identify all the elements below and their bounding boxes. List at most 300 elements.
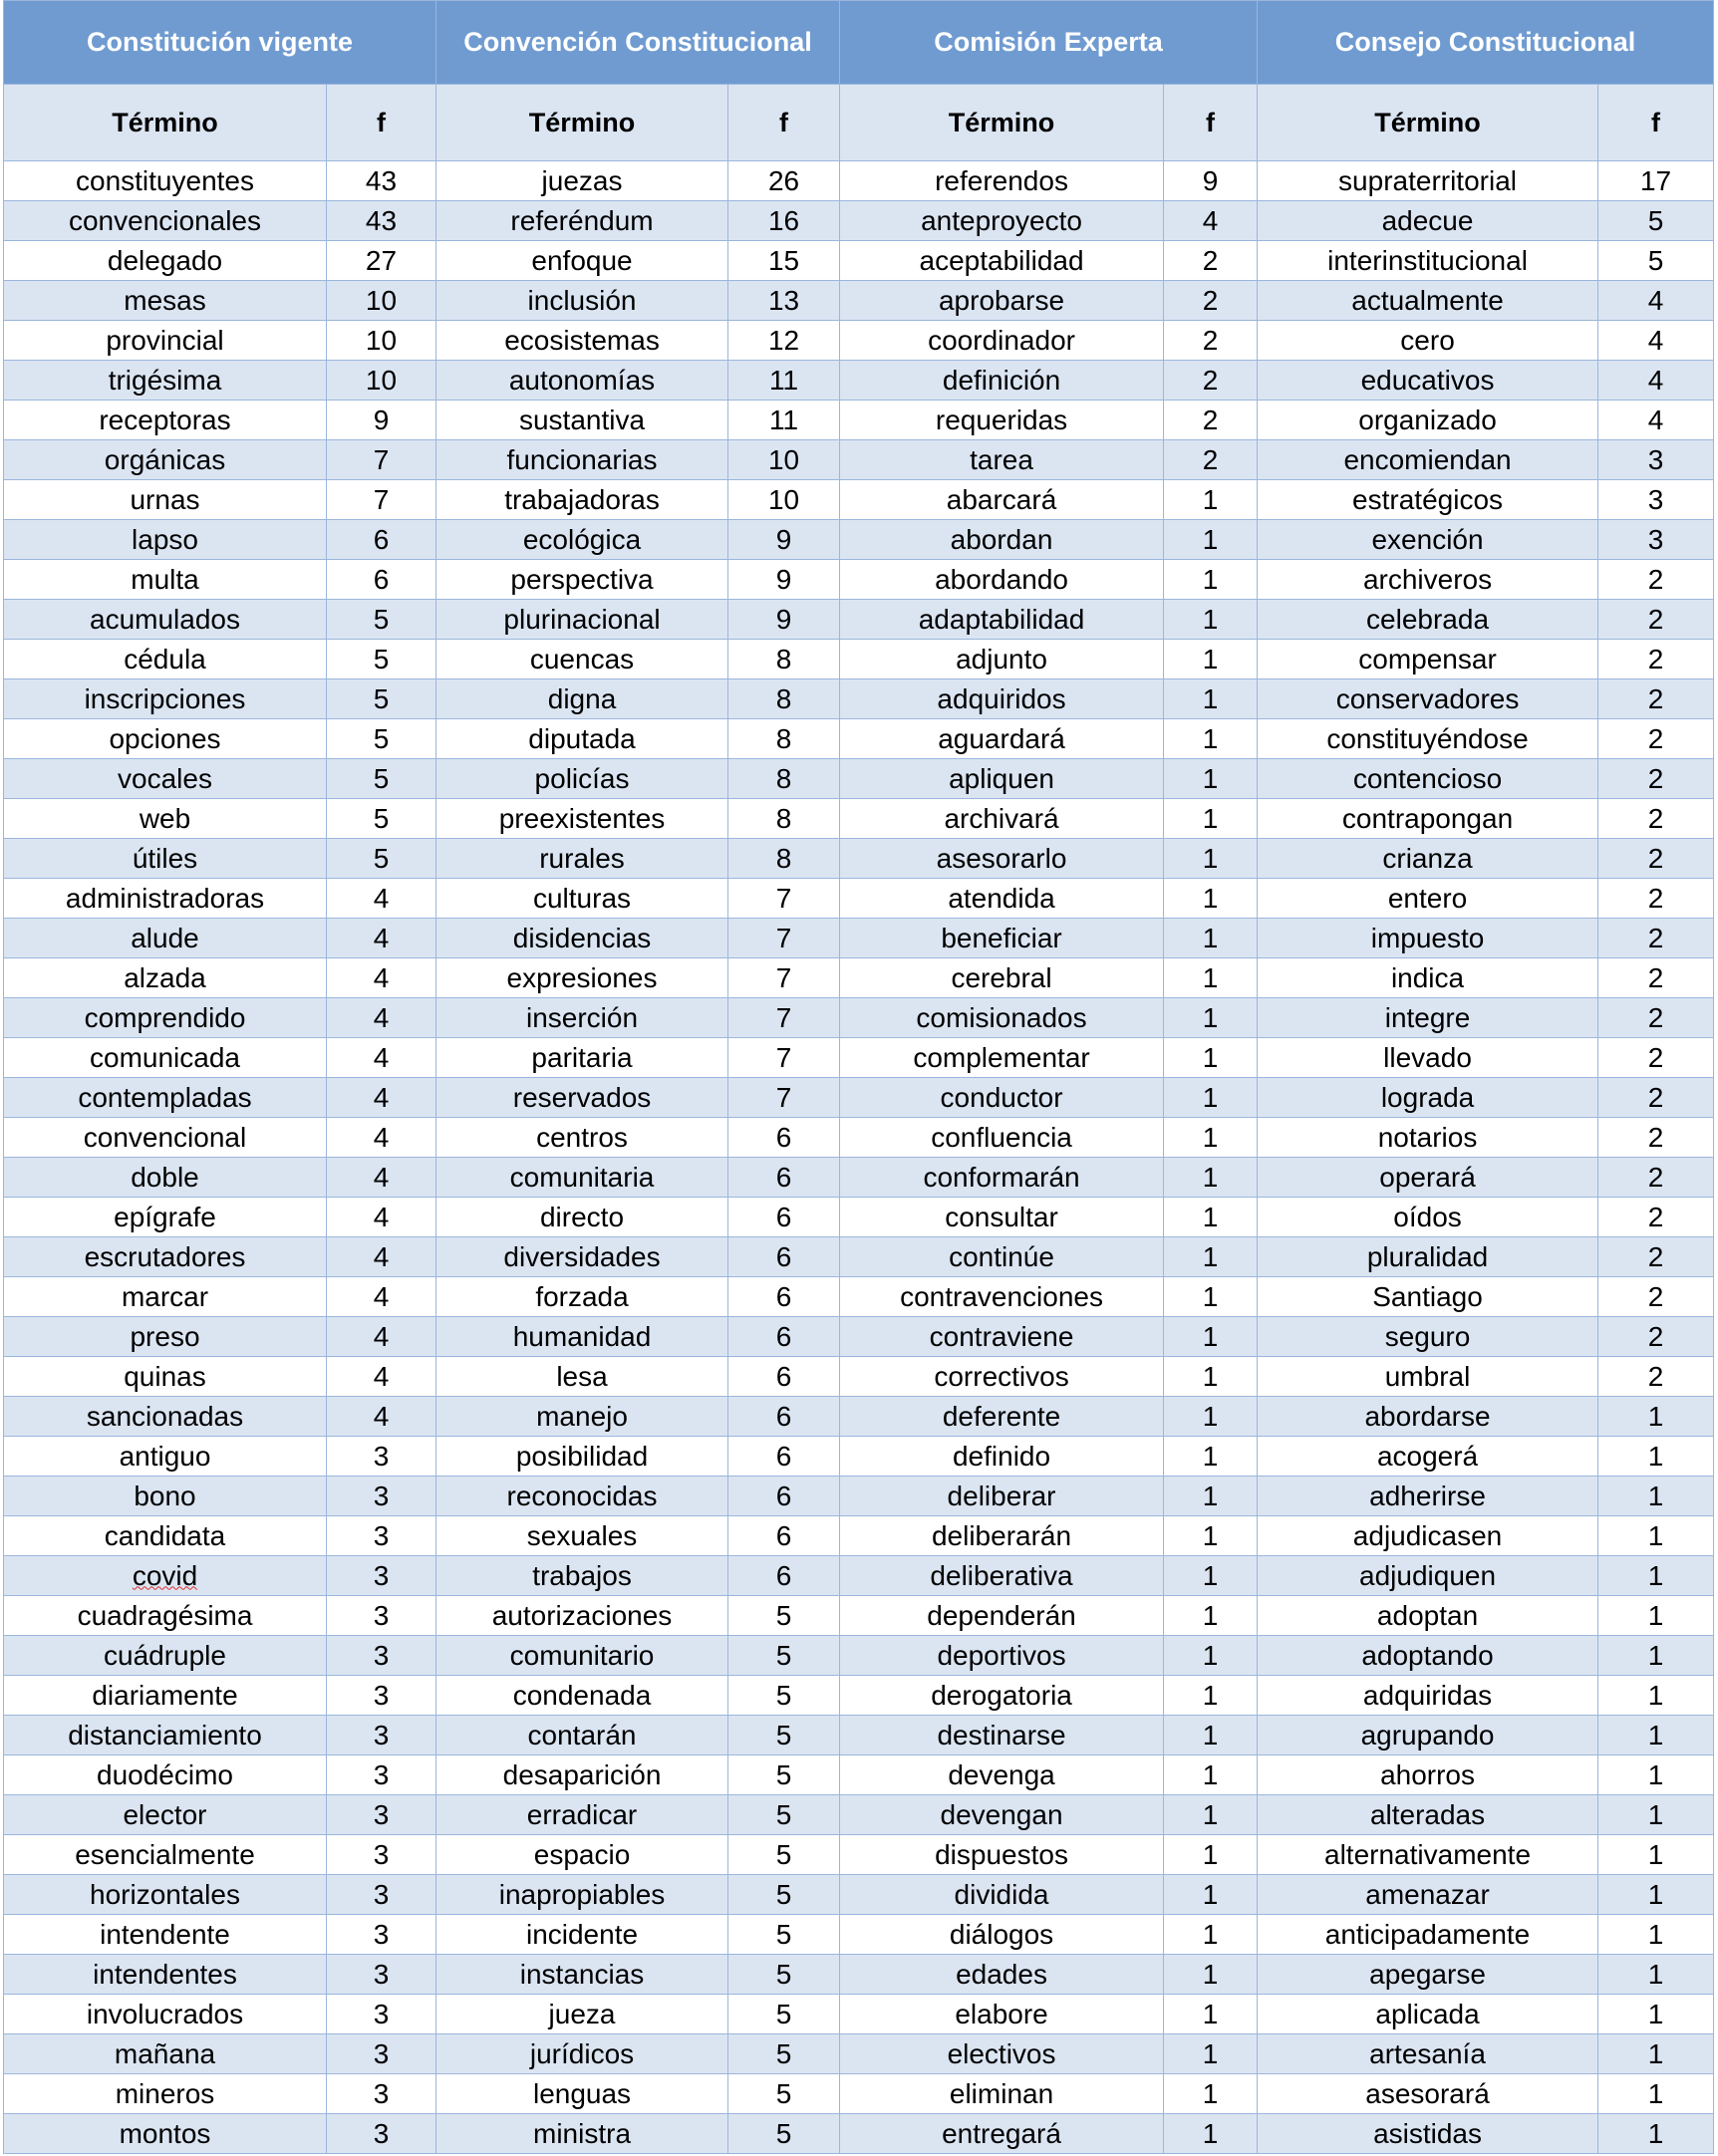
freq-cell: 5 [327,799,436,839]
freq-cell: 1 [1598,1755,1714,1795]
freq-cell: 1 [1598,1516,1714,1556]
term-cell: llevado [1258,1038,1598,1078]
term-cell: abordarse [1258,1397,1598,1437]
freq-cell: 4 [1598,401,1714,440]
term-cell: humanidad [436,1317,728,1357]
term-cell: escrutadores [4,1237,327,1277]
term-cell: conformarán [840,1158,1164,1198]
term-cell: covid [4,1556,327,1596]
term-cell: bono [4,1477,327,1516]
freq-cell: 3 [327,1875,436,1915]
table-row [4,958,1714,998]
term-cell: inscripciones [4,679,327,719]
freq-cell: 43 [327,161,436,201]
term-cell: abarcará [840,480,1164,520]
freq-cell: 1 [1164,1875,1258,1915]
term-cell: quinas [4,1357,327,1397]
freq-cell: 1 [1598,2114,1714,2154]
freq-cell: 1 [1598,1636,1714,1676]
term-cell: erradicar [436,1795,728,1835]
table-body [4,161,1714,2154]
term-cell: sexuales [436,1516,728,1556]
table-row [4,1716,1714,1755]
term-cell: instancias [436,1955,728,1995]
freq-cell: 5 [327,839,436,879]
freq-cell: 3 [327,1516,436,1556]
column-header-row [4,85,1714,161]
term-cell: conductor [840,1078,1164,1118]
term-cell: ministra [436,2114,728,2154]
freq-cell: 3 [327,1755,436,1795]
freq-cell: 2 [1598,719,1714,759]
freq-cell: 1 [1164,2074,1258,2114]
term-cell: epígrafe [4,1198,327,1237]
term-cell: ahorros [1258,1755,1598,1795]
term-cell: adaptabilidad [840,600,1164,640]
term-cell: adherirse [1258,1477,1598,1516]
term-cell: compensar [1258,640,1598,679]
freq-cell: 2 [1164,440,1258,480]
term-cell: contarán [436,1716,728,1755]
term-cell: funcionarias [436,440,728,480]
term-cell: aprobarse [840,281,1164,321]
freq-cell: 4 [327,1277,436,1317]
term-cell: asistidas [1258,2114,1598,2154]
freq-cell: 3 [327,1995,436,2034]
freq-cell: 5 [1598,241,1714,281]
term-cell: seguro [1258,1317,1598,1357]
freq-cell: 5 [728,1795,840,1835]
freq-cell: 2 [1598,799,1714,839]
table-row [4,401,1714,440]
term-cell: abordan [840,520,1164,560]
freq-cell: 4 [327,919,436,958]
term-cell: devengan [840,1795,1164,1835]
freq-cell: 6 [728,1556,840,1596]
freq-cell: 1 [1598,1875,1714,1915]
freq-cell: 7 [728,1078,840,1118]
term-cell: mañana [4,2034,327,2074]
term-cell: contraviene [840,1317,1164,1357]
freq-cell: 10 [728,480,840,520]
term-cell: preexistentes [436,799,728,839]
freq-cell: 5 [327,759,436,799]
table-row [4,600,1714,640]
term-cell: duodécimo [4,1755,327,1795]
term-cell: contempladas [4,1078,327,1118]
freq-cell: 2 [1598,879,1714,919]
freq-cell: 6 [728,1118,840,1158]
table-row [4,1437,1714,1477]
term-cell: enfoque [436,241,728,281]
freq-cell: 1 [1164,1596,1258,1636]
freq-cell: 10 [728,440,840,480]
term-cell: comunitario [436,1636,728,1676]
term-cell: asesorará [1258,2074,1598,2114]
term-cell: trigésima [4,361,327,401]
term-cell: comisionados [840,998,1164,1038]
freq-cell: 17 [1598,161,1714,201]
freq-cell: 1 [1598,1955,1714,1995]
freq-cell: 2 [1598,1237,1714,1277]
freq-cell: 4 [327,998,436,1038]
freq-cell: 7 [728,998,840,1038]
term-cell: Santiago [1258,1277,1598,1317]
term-cell: acogerá [1258,1437,1598,1477]
freq-cell: 4 [327,1237,436,1277]
freq-cell: 1 [1598,1795,1714,1835]
table-row [4,361,1714,401]
freq-cell: 1 [1598,1437,1714,1477]
freq-cell: 8 [728,799,840,839]
table-row [4,2114,1714,2154]
freq-cell: 5 [728,1955,840,1995]
term-cell: administradoras [4,879,327,919]
term-cell: lograda [1258,1078,1598,1118]
term-cell: elector [4,1795,327,1835]
term-cell: culturas [436,879,728,919]
term-cell: elabore [840,1995,1164,2034]
table-row [4,1198,1714,1237]
term-cell: convencional [4,1118,327,1158]
freq-cell: 6 [728,1516,840,1556]
term-cell: condenada [436,1676,728,1716]
term-cell: preso [4,1317,327,1357]
freq-cell: 10 [327,361,436,401]
freq-cell: 3 [327,1716,436,1755]
table-row [4,241,1714,281]
freq-cell: 2 [1164,401,1258,440]
freq-cell: 6 [728,1437,840,1477]
freq-cell: 5 [728,1755,840,1795]
freq-cell: 1 [1164,2034,1258,2074]
term-cell: cuádruple [4,1636,327,1676]
term-cell: desaparición [436,1755,728,1795]
freq-cell: 1 [1598,1995,1714,2034]
freq-cell: 3 [327,1596,436,1636]
freq-cell: 1 [1164,1795,1258,1835]
term-cell: inclusión [436,281,728,321]
term-cell: autonomías [436,361,728,401]
freq-cell: 16 [728,201,840,241]
freq-cell: 7 [728,958,840,998]
table-row [4,1556,1714,1596]
term-cell: horizontales [4,1875,327,1915]
freq-cell: 1 [1164,480,1258,520]
freq-cell: 1 [1598,1835,1714,1875]
term-cell: multa [4,560,327,600]
table-row [4,1676,1714,1716]
term-cell: dividida [840,1875,1164,1915]
table-row [4,1477,1714,1516]
freq-cell: 7 [327,480,436,520]
term-cell: jurídicos [436,2034,728,2074]
table-row [4,520,1714,560]
freq-cell: 2 [1598,679,1714,719]
term-cell: educativos [1258,361,1598,401]
term-cell: constituyéndose [1258,719,1598,759]
term-cell: lesa [436,1357,728,1397]
term-cell: alternativamente [1258,1835,1598,1875]
freq-cell: 2 [1598,839,1714,879]
term-cell: ecológica [436,520,728,560]
freq-cell: 1 [1164,1915,1258,1955]
term-cell: exención [1258,520,1598,560]
term-cell: opciones [4,719,327,759]
term-cell: perspectiva [436,560,728,600]
term-cell: definición [840,361,1164,401]
column-header-term: Término [1258,85,1598,161]
table-row [4,1875,1714,1915]
column-header-freq: f [728,85,840,161]
term-cell: adjunto [840,640,1164,679]
table-row [4,1158,1714,1198]
freq-cell: 7 [327,440,436,480]
freq-cell: 4 [327,958,436,998]
term-cell: apliquen [840,759,1164,799]
term-cell: oídos [1258,1198,1598,1237]
term-cell: delegado [4,241,327,281]
term-cell: amenazar [1258,1875,1598,1915]
freq-cell: 4 [327,1357,436,1397]
freq-cell: 9 [728,600,840,640]
freq-cell: 5 [728,2034,840,2074]
freq-cell: 3 [1598,440,1714,480]
term-cell: correctivos [840,1357,1164,1397]
table-row [4,1038,1714,1078]
term-cell: diálogos [840,1915,1164,1955]
frequency-table [3,0,1714,2154]
freq-cell: 1 [1164,1038,1258,1078]
freq-cell: 1 [1598,1397,1714,1437]
table-row [4,1237,1714,1277]
term-cell: coordinador [840,321,1164,361]
term-cell: entregará [840,2114,1164,2154]
term-cell: diversidades [436,1237,728,1277]
freq-cell: 3 [327,2074,436,2114]
term-cell: organizado [1258,401,1598,440]
freq-cell: 5 [728,1636,840,1676]
term-cell: esencialmente [4,1835,327,1875]
term-cell: involucrados [4,1995,327,2034]
term-cell: aceptabilidad [840,241,1164,281]
term-cell: dependerán [840,1596,1164,1636]
freq-cell: 1 [1164,1397,1258,1437]
term-cell: incidente [436,1915,728,1955]
term-cell: conservadores [1258,679,1598,719]
term-cell: adquiridas [1258,1676,1598,1716]
table-row [4,1995,1714,2034]
table-row [4,1636,1714,1676]
freq-cell: 1 [1164,560,1258,600]
freq-cell: 5 [1598,201,1714,241]
term-cell: electivos [840,2034,1164,2074]
term-cell: alude [4,919,327,958]
freq-cell: 6 [728,1357,840,1397]
freq-cell: 3 [327,1556,436,1596]
freq-cell: 5 [327,600,436,640]
freq-cell: 4 [327,1038,436,1078]
term-cell: deferente [840,1397,1164,1437]
freq-cell: 15 [728,241,840,281]
freq-cell: 1 [1164,1755,1258,1795]
table-row [4,1078,1714,1118]
term-cell: manejo [436,1397,728,1437]
term-cell: deliberativa [840,1556,1164,1596]
table-row [4,1277,1714,1317]
term-cell: contravenciones [840,1277,1164,1317]
freq-cell: 1 [1164,1676,1258,1716]
freq-cell: 6 [728,1317,840,1357]
freq-cell: 8 [728,679,840,719]
table-row [4,2034,1714,2074]
term-cell: sancionadas [4,1397,327,1437]
term-cell: adjudicasen [1258,1516,1598,1556]
term-cell: derogatoria [840,1676,1164,1716]
term-cell: policías [436,759,728,799]
freq-cell: 7 [728,919,840,958]
freq-cell: 7 [728,1038,840,1078]
term-cell: jueza [436,1995,728,2034]
freq-cell: 2 [1598,1198,1714,1237]
freq-cell: 9 [1164,161,1258,201]
table-row [4,1596,1714,1636]
term-cell: continúe [840,1237,1164,1277]
term-cell: devenga [840,1755,1164,1795]
freq-cell: 1 [1164,1556,1258,1596]
term-cell: complementar [840,1038,1164,1078]
freq-cell: 1 [1164,1158,1258,1198]
freq-cell: 4 [1598,361,1714,401]
term-cell: diariamente [4,1676,327,1716]
term-cell: directo [436,1198,728,1237]
table-row [4,1317,1714,1357]
freq-cell: 11 [728,401,840,440]
term-cell: constituyentes [4,161,327,201]
term-cell: forzada [436,1277,728,1317]
freq-cell: 5 [728,1835,840,1875]
term-cell: cero [1258,321,1598,361]
freq-cell: 1 [1164,958,1258,998]
term-cell: comunitaria [436,1158,728,1198]
freq-cell: 1 [1164,998,1258,1038]
freq-cell: 5 [327,679,436,719]
freq-cell: 1 [1598,1716,1714,1755]
term-cell: adecue [1258,201,1598,241]
freq-cell: 1 [1164,1716,1258,1755]
freq-cell: 10 [327,281,436,321]
table-row [4,1397,1714,1437]
term-cell: contrapongan [1258,799,1598,839]
term-cell: aplicada [1258,1995,1598,2034]
term-cell: celebrada [1258,600,1598,640]
freq-cell: 6 [728,1158,840,1198]
term-cell: diputada [436,719,728,759]
column-header-freq: f [1164,85,1258,161]
term-cell: intendente [4,1915,327,1955]
term-cell: mineros [4,2074,327,2114]
term-cell: marcar [4,1277,327,1317]
freq-cell: 1 [1164,2114,1258,2154]
freq-cell: 1 [1164,640,1258,679]
column-header-term: Término [4,85,327,161]
group-header-convencion-constitucional: Convención Constitucional [436,1,840,85]
term-cell: requeridas [840,401,1164,440]
term-cell: espacio [436,1835,728,1875]
freq-cell: 4 [327,879,436,919]
freq-cell: 2 [1164,321,1258,361]
freq-cell: 2 [1164,281,1258,321]
table-row [4,839,1714,879]
term-cell: estratégicos [1258,480,1598,520]
freq-cell: 9 [327,401,436,440]
term-cell: cuencas [436,640,728,679]
table-row [4,560,1714,600]
freq-cell: 6 [327,520,436,560]
term-cell: inapropiables [436,1875,728,1915]
term-cell: alzada [4,958,327,998]
term-cell: urnas [4,480,327,520]
freq-cell: 1 [1164,839,1258,879]
term-cell: paritaria [436,1038,728,1078]
column-header-freq: f [327,85,436,161]
term-cell: operará [1258,1158,1598,1198]
freq-cell: 2 [1598,759,1714,799]
term-cell: montos [4,2114,327,2154]
term-cell: integre [1258,998,1598,1038]
table-row [4,998,1714,1038]
freq-cell: 1 [1164,759,1258,799]
column-header-freq: f [1598,85,1714,161]
group-header-constitucion-vigente: Constitución vigente [4,1,436,85]
freq-cell: 3 [327,1636,436,1676]
freq-cell: 2 [1598,1317,1714,1357]
freq-cell: 1 [1598,1596,1714,1636]
term-cell: edades [840,1955,1164,1995]
table-row [4,1516,1714,1556]
term-cell: umbral [1258,1357,1598,1397]
freq-cell: 1 [1598,2074,1714,2114]
freq-cell: 2 [1598,600,1714,640]
term-cell: entero [1258,879,1598,919]
term-cell: destinarse [840,1716,1164,1755]
term-cell: archivará [840,799,1164,839]
freq-cell: 1 [1164,1317,1258,1357]
table-row [4,1795,1714,1835]
freq-cell: 2 [1598,1357,1714,1397]
term-cell: cédula [4,640,327,679]
table-row [4,640,1714,679]
group-header-consejo-constitucional: Consejo Constitucional [1258,1,1714,85]
freq-cell: 2 [1598,958,1714,998]
freq-cell: 4 [1598,281,1714,321]
freq-cell: 4 [1598,321,1714,361]
term-cell: ecosistemas [436,321,728,361]
column-header-term: Término [436,85,728,161]
table-row [4,321,1714,361]
table-row [4,719,1714,759]
table-row [4,679,1714,719]
freq-cell: 4 [327,1078,436,1118]
term-cell: receptoras [4,401,327,440]
group-header-row [4,1,1714,85]
freq-cell: 2 [1598,1118,1714,1158]
term-cell: definido [840,1437,1164,1477]
freq-cell: 1 [1164,1437,1258,1477]
term-cell: agrupando [1258,1716,1598,1755]
freq-cell: 3 [327,2114,436,2154]
term-cell: inserción [436,998,728,1038]
